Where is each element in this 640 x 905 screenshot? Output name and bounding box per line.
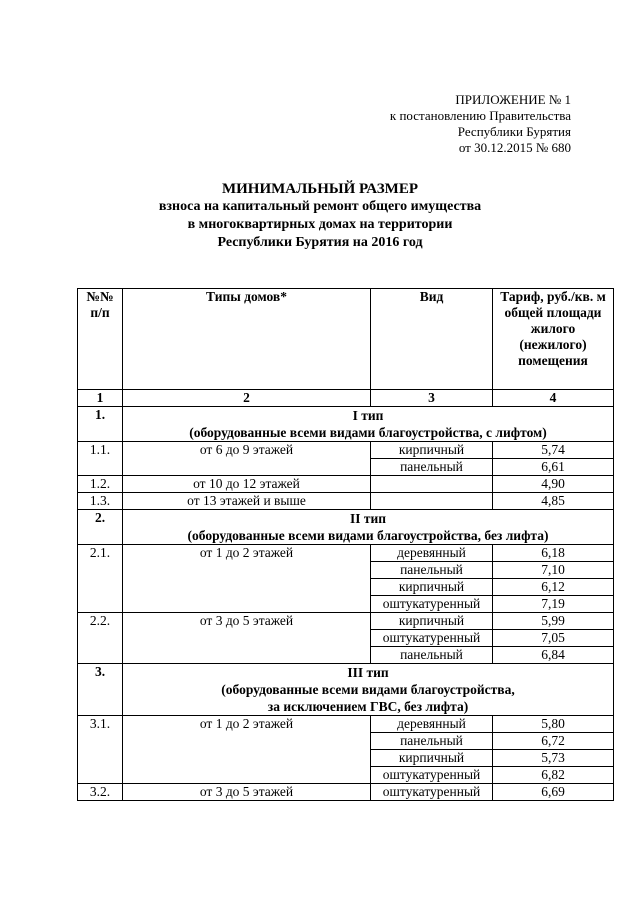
house-kind: оштукатуренный xyxy=(371,767,493,784)
table-row xyxy=(78,442,614,459)
house-kind: деревянный xyxy=(371,545,493,562)
table-row xyxy=(78,545,614,562)
group-description: (оборудованные всеми видами благоустройства, с лифтом) xyxy=(189,425,547,440)
header-num: №№ п/п xyxy=(78,289,123,390)
tariff-value: 6,72 xyxy=(493,733,614,750)
house-kind: панельный xyxy=(371,647,493,664)
column-number: 3 xyxy=(371,390,493,407)
row-number: 1.3. xyxy=(78,493,123,510)
header-tariff: Тариф, руб./кв. м общей площади жилого (нежилого) помещения xyxy=(493,289,614,390)
document-title xyxy=(0,180,640,252)
house-kind: кирпичный xyxy=(371,579,493,596)
column-number: 4 xyxy=(493,390,614,407)
table-row xyxy=(78,716,614,733)
row-number: 1.1. xyxy=(78,442,123,476)
group-number: 3. xyxy=(78,664,123,716)
tariff-value: 7,19 xyxy=(493,596,614,613)
tariff-value: 5,99 xyxy=(493,613,614,630)
group-description: (оборудованные всеми видами благоустройства, xyxy=(221,682,515,697)
house-kind: кирпичный xyxy=(371,613,493,630)
title-line: Республики Бурятия на 2016 год xyxy=(217,235,423,250)
tariff-value: 4,85 xyxy=(493,493,614,510)
house-type: от 1 до 2 этажей xyxy=(123,716,371,784)
appendix-line: от 30.12.2015 № 680 xyxy=(458,140,571,155)
table-row xyxy=(78,476,614,493)
house-kind: кирпичный xyxy=(371,750,493,767)
row-number: 3.1. xyxy=(78,716,123,784)
house-kind: оштукатуренный xyxy=(371,596,493,613)
group-row xyxy=(78,510,614,545)
house-kind: панельный xyxy=(371,562,493,579)
tariff-value: 6,18 xyxy=(493,545,614,562)
house-kind xyxy=(371,476,493,493)
appendix-header xyxy=(390,92,571,156)
tariff-value: 6,61 xyxy=(493,459,614,476)
house-type: от 1 до 2 этажей xyxy=(123,545,371,613)
house-kind: оштукатуренный xyxy=(371,784,493,801)
tariff-value: 6,84 xyxy=(493,647,614,664)
group-title xyxy=(123,407,614,442)
appendix-line: Республики Бурятия xyxy=(457,124,571,139)
tariff-value: 4,90 xyxy=(493,476,614,493)
group-row xyxy=(78,664,614,716)
row-number: 2.1. xyxy=(78,545,123,613)
house-kind xyxy=(371,493,493,510)
header-row xyxy=(78,289,614,390)
group-row xyxy=(78,407,614,442)
group-name: II тип xyxy=(349,511,387,526)
group-title xyxy=(123,510,614,545)
tariff-value: 7,10 xyxy=(493,562,614,579)
tariff-value: 5,74 xyxy=(493,442,614,459)
tariff-table xyxy=(77,288,614,801)
group-name: III тип xyxy=(347,665,389,680)
table-row xyxy=(78,784,614,801)
house-kind: деревянный xyxy=(371,716,493,733)
house-kind: панельный xyxy=(371,733,493,750)
house-kind: оштукатуренный xyxy=(371,630,493,647)
group-title xyxy=(123,664,614,716)
tariff-value: 5,80 xyxy=(493,716,614,733)
house-type: от 3 до 5 этажей xyxy=(123,613,371,664)
house-kind: кирпичный xyxy=(371,442,493,459)
row-number: 2.2. xyxy=(78,613,123,664)
group-number: 2. xyxy=(78,510,123,545)
group-description: за исключением ГВС, без лифта) xyxy=(267,699,469,714)
column-number-row xyxy=(78,390,614,407)
group-number: 1. xyxy=(78,407,123,442)
house-type: от 13 этажей и выше xyxy=(123,493,371,510)
tariff-value: 7,05 xyxy=(493,630,614,647)
appendix-line: ПРИЛОЖЕНИЕ № 1 xyxy=(455,92,571,107)
title-line: в многоквартирных домах на территории xyxy=(187,217,453,232)
header-type: Типы домов* xyxy=(123,289,371,390)
tariff-value: 6,82 xyxy=(493,767,614,784)
column-number: 1 xyxy=(78,390,123,407)
appendix-line: к постановлению Правительства xyxy=(389,108,571,123)
tariff-value: 6,12 xyxy=(493,579,614,596)
table-row xyxy=(78,613,614,630)
row-number: 3.2. xyxy=(78,784,123,801)
row-number: 1.2. xyxy=(78,476,123,493)
header-kind: Вид xyxy=(371,289,493,390)
column-number: 2 xyxy=(123,390,371,407)
house-type: от 3 до 5 этажей xyxy=(123,784,371,801)
house-type: от 6 до 9 этажей xyxy=(123,442,371,476)
group-description: (оборудованные всеми видами благоустройства, без лифта) xyxy=(187,528,549,543)
house-kind: панельный xyxy=(371,459,493,476)
tariff-value: 6,69 xyxy=(493,784,614,801)
title-line: взноса на капитальный ремонт общего имущества xyxy=(158,199,482,214)
group-name: I тип xyxy=(352,408,384,423)
house-type: от 10 до 12 этажей xyxy=(123,476,371,493)
tariff-value: 5,73 xyxy=(493,750,614,767)
table-row xyxy=(78,493,614,510)
title-line: МИНИМАЛЬНЫЙ РАЗМЕР xyxy=(221,181,418,197)
